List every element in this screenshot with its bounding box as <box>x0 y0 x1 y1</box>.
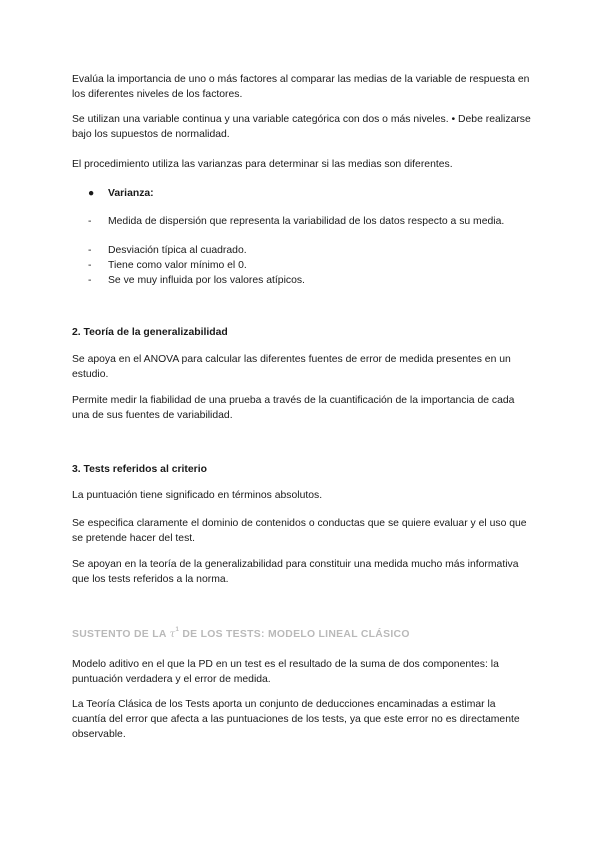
paragraph-generalizabilidad-2: Permite medir la fiabilidad de una prueba a través de la cuantificación de la importancia de cada una de sus fuentes de variabilidad. <box>72 395 515 421</box>
dash-marker: - <box>88 245 92 256</box>
paragraph-variables: Se utilizan una variable continua y una variable categórica con dos o más niveles. • Debe realizarse bajo los supuestos de normalidad. <box>72 114 531 140</box>
bullet-icon: ● <box>88 188 95 199</box>
tau-superscript: 1 <box>175 626 180 633</box>
list-item-text: Medida de dispersión que representa la variabilidad de los datos respecto a su media. <box>108 216 505 227</box>
varianza-bullet <box>88 186 154 201</box>
heading-tests-criterio: 3. Tests referidos al criterio <box>72 464 207 475</box>
varianza-label: Varianza: <box>108 188 154 199</box>
list-item <box>88 214 518 229</box>
section-title-pre: SUSTENTO DE LA <box>72 629 170 640</box>
dash-marker: - <box>88 216 92 227</box>
dash-marker: - <box>88 275 92 286</box>
section-title-sustento <box>72 628 410 640</box>
list-item <box>88 243 518 258</box>
tau-symbol: τ <box>169 628 176 640</box>
heading-generalizabilidad: 2. Teoría de la generalizabilidad <box>72 327 228 338</box>
section-title-post: DE LOS TESTS: MODELO LINEAL CLÁSICO <box>179 629 410 640</box>
list-item-text: Desviación típica al cuadrado. <box>108 245 247 256</box>
dash-marker: - <box>88 260 92 271</box>
paragraph-anova-intro: Evalúa la importancia de uno o más factores al comparar las medias de la variable de respuesta en los diferentes niveles de los factores. <box>72 74 530 100</box>
paragraph-criterio-2: Se especifica claramente el dominio de contenidos o conductas que se quiere evaluar y el uso que se pretende hacer del test. <box>72 518 527 544</box>
paragraph-generalizabilidad-1: Se apoya en el ANOVA para calcular las diferentes fuentes de error de medida presentes en un estudio. <box>72 354 511 380</box>
paragraph-procedimiento: El procedimiento utiliza las varianzas para determinar si las medias son diferentes. <box>72 159 453 170</box>
paragraph-modelo-aditivo: Modelo aditivo en el que la PD en un test es el resultado de la suma de dos componentes: la puntuación verdadera y el error de medida. <box>72 659 499 685</box>
list-item-text: Se ve muy influida por los valores atípicos. <box>108 275 305 286</box>
list-item-text: Tiene como valor mínimo el 0. <box>108 260 247 271</box>
paragraph-teoria-clasica: La Teoría Clásica de los Tests aporta un conjunto de deducciones encaminadas a estimar la cuantía del error que afecta a las puntuaciones de los tests, ya que este error no es directamente observable. <box>72 699 520 740</box>
list-item <box>88 273 518 288</box>
list-item <box>88 258 518 273</box>
paragraph-criterio-3: Se apoyan en la teoría de la generalizabilidad para constituir una medida mucho más informativa que los tests referidos a la norma. <box>72 559 519 585</box>
paragraph-criterio-1: La puntuación tiene significado en términos absolutos. <box>72 490 323 501</box>
